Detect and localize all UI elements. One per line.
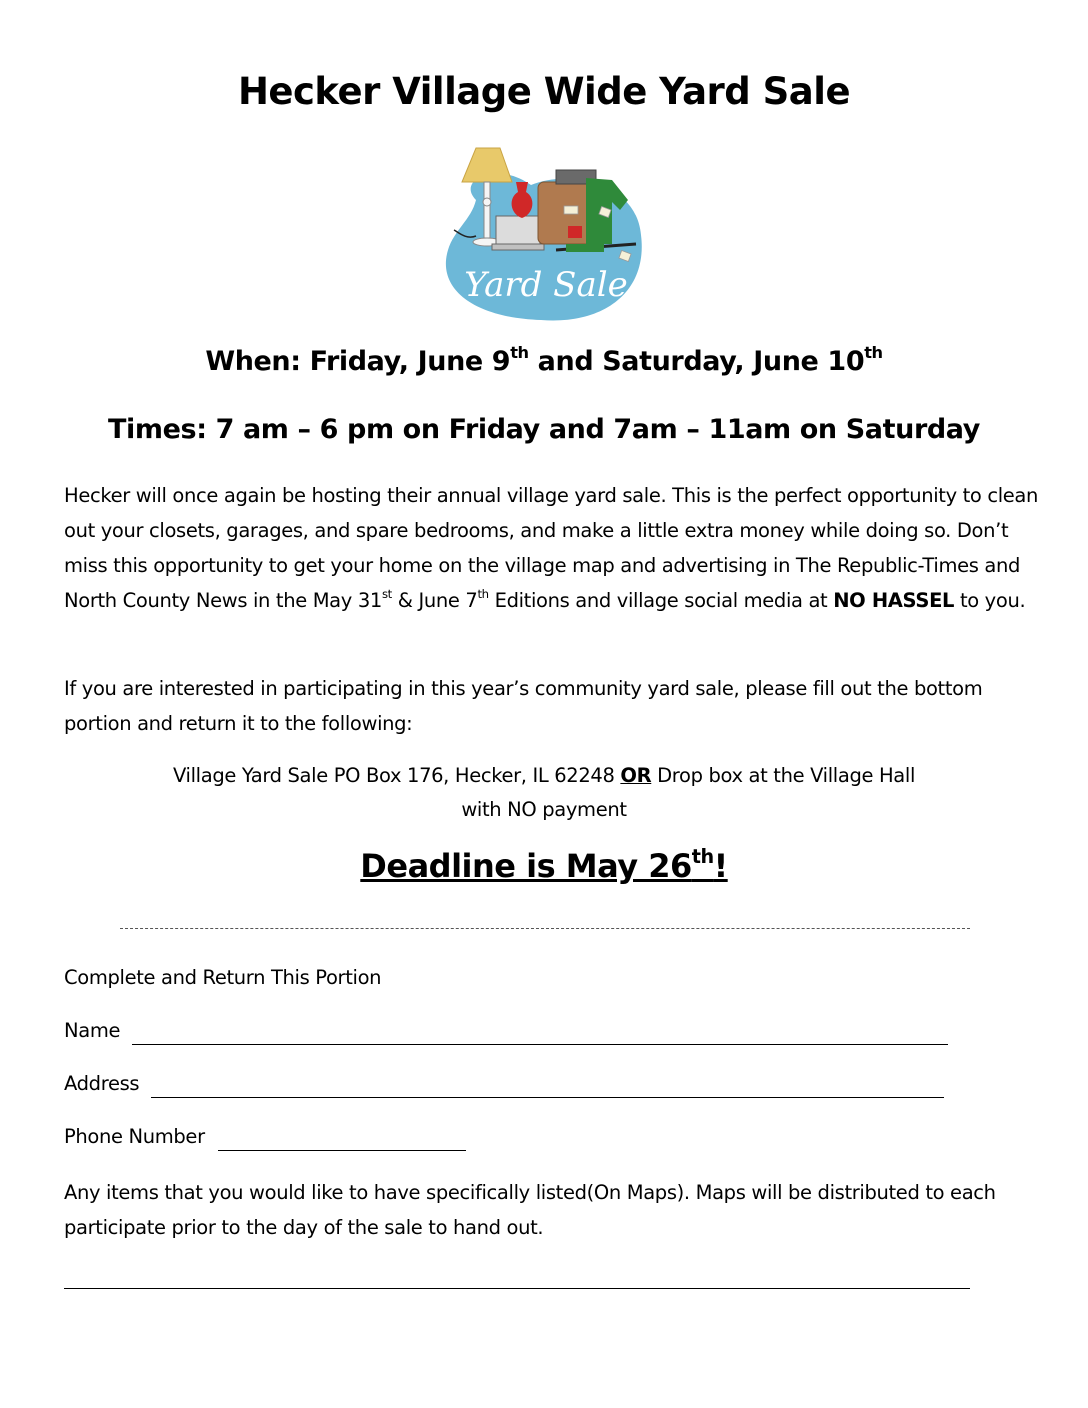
items-field[interactable] — [64, 1288, 970, 1289]
cut-line — [120, 928, 970, 929]
yard-sale-logo — [436, 140, 652, 328]
form-heading: Complete and Return This Portion — [64, 966, 382, 989]
phone-field[interactable] — [218, 1150, 466, 1151]
when-heading: When: Friday, June 9th and Saturday, June 10th — [205, 343, 883, 377]
name-field[interactable] — [132, 1044, 948, 1045]
return-address-line2: with NO payment — [461, 798, 627, 821]
interest-paragraph: If you are interested in participating in this year’s community yard sale, please fill out the bottom portion and return it to the following: — [64, 677, 983, 735]
return-address-line1: Village Yard Sale PO Box 176, Hecker, IL 62248 OR Drop box at the Village Hall — [172, 764, 916, 787]
page-title: Hecker Village Wide Yard Sale — [237, 70, 851, 113]
items-paragraph: Any items that you would like to have specifically listed(On Maps). Maps will be distributed to each participate prior to the day of the sale to hand out. — [64, 1181, 996, 1239]
logo-text: Yard Sale — [464, 265, 628, 305]
intro-paragraph: Hecker will once again be hosting their annual village yard sale. This is the perfect opportunity to clean out your closets, garages, and spare bedrooms, and make a little extra money while doing so. Don’t miss this opportunity to get your home on the village map and advertising in The Republic-Times and North County News in the May 31st & June 7th Editions and village social media at NO HASSEL to you. — [64, 484, 1039, 612]
lamp-icon — [462, 148, 512, 182]
phone-label: Phone Number — [64, 1125, 205, 1148]
address-label: Address — [64, 1072, 140, 1095]
times-heading: Times: 7 am – 6 pm on Friday and 7am – 11am on Saturday — [108, 414, 980, 445]
address-field[interactable] — [151, 1097, 944, 1098]
name-label: Name — [64, 1019, 121, 1042]
laptop-icon — [496, 216, 540, 246]
deadline-heading: Deadline is May 26th! — [360, 845, 728, 885]
